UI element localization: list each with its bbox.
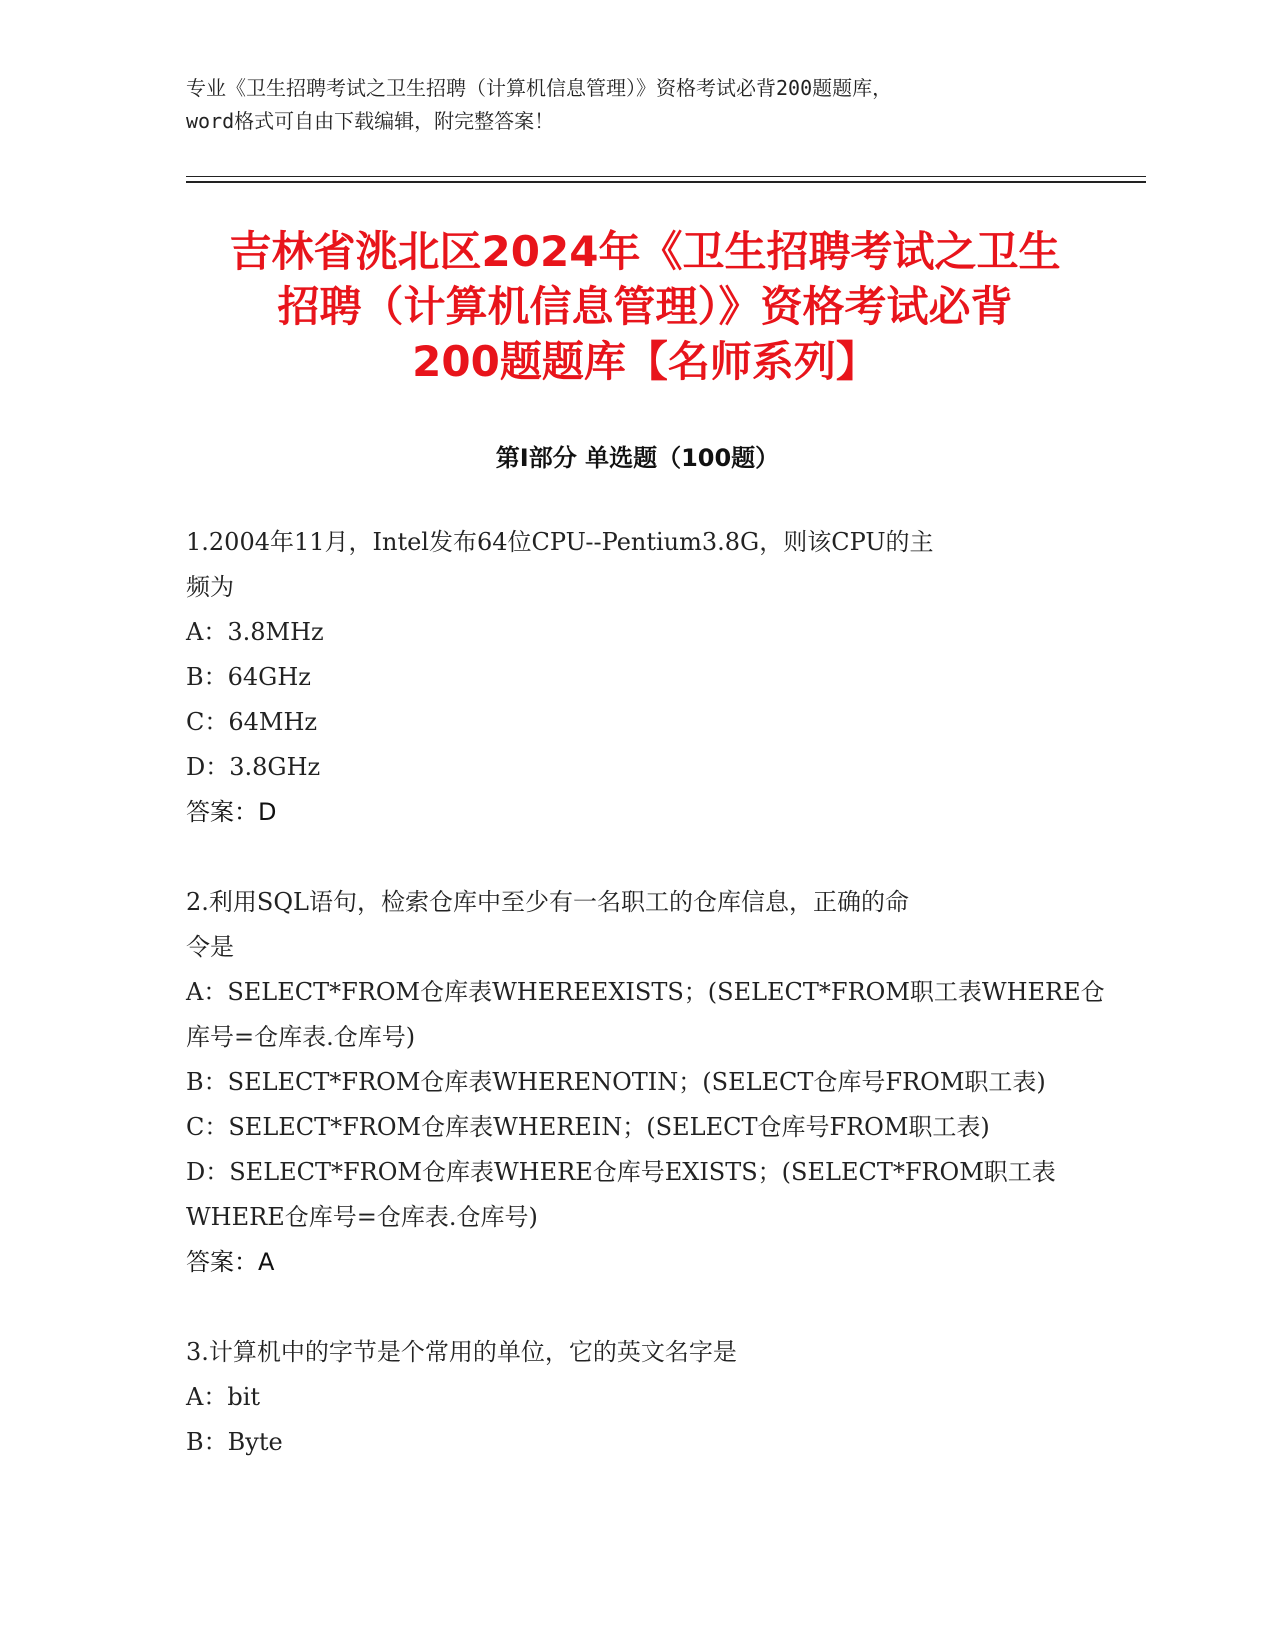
section-heading: 第Ⅰ部分 单选题（100题） — [495, 444, 780, 472]
question-option: B：SELECT*FROM仓库表WHERENOTIN；(SELECT仓库号FROM职工表) — [186, 1068, 1046, 1096]
header-note-line: word格式可自由下载编辑，附完整答案！ — [186, 109, 555, 133]
question-option: WHERE仓库号=仓库表.仓库号) — [186, 1203, 538, 1231]
question-option: D：SELECT*FROM仓库表WHERE仓库号EXISTS；(SELECT*FROM职工表 — [186, 1158, 1056, 1186]
question-list — [186, 520, 1105, 1465]
question-option: A：3.8MHz — [186, 618, 324, 646]
question-block — [186, 1330, 1086, 1465]
header-note — [186, 72, 1086, 138]
question-option: D：3.8GHz — [186, 753, 321, 781]
question-stem: 令是 — [186, 933, 234, 961]
question-option: B：64GHz — [186, 663, 311, 691]
question-option: A：SELECT*FROM仓库表WHEREEXISTS；(SELECT*FROM职工表WHERE仓 — [186, 978, 1105, 1006]
question-stem: 2.利用SQL语句，检索仓库中至少有一名职工的仓库信息，正确的命 — [186, 888, 909, 916]
answer-key: 答案：D — [186, 798, 277, 826]
title-line: 200题题库【名师系列】 — [412, 337, 878, 386]
header-note-line: 专业《卫生招聘考试之卫生招聘（计算机信息管理）》资格考试必背200题题库， — [186, 76, 893, 100]
question-block — [186, 520, 1086, 835]
question-stem: 频为 — [186, 573, 234, 601]
question-stem: 3.计算机中的字节是个常用的单位，它的英文名字是 — [186, 1338, 737, 1366]
question-stem: 1.2004年11月，Intel发布64位CPU--Pentium3.8G，则该CPU的主 — [186, 528, 934, 556]
header-divider-thick — [186, 181, 1146, 183]
question-block — [186, 880, 1105, 1285]
question-option: C：64MHz — [186, 708, 318, 736]
question-option: A：bit — [186, 1383, 261, 1411]
title-line: 吉林省洮北区2024年《卫生招聘考试之卫生 — [229, 227, 1061, 276]
question-option: C：SELECT*FROM仓库表WHEREIN；(SELECT仓库号FROM职工表) — [186, 1113, 990, 1141]
document-title — [150, 224, 1140, 389]
question-option: B：Byte — [186, 1428, 283, 1456]
title-line: 招聘（计算机信息管理）》资格考试必背 — [277, 282, 1013, 331]
question-option: 库号=仓库表.仓库号) — [186, 1023, 416, 1051]
answer-key: 答案：A — [186, 1248, 275, 1276]
header-divider-thin — [186, 176, 1146, 177]
